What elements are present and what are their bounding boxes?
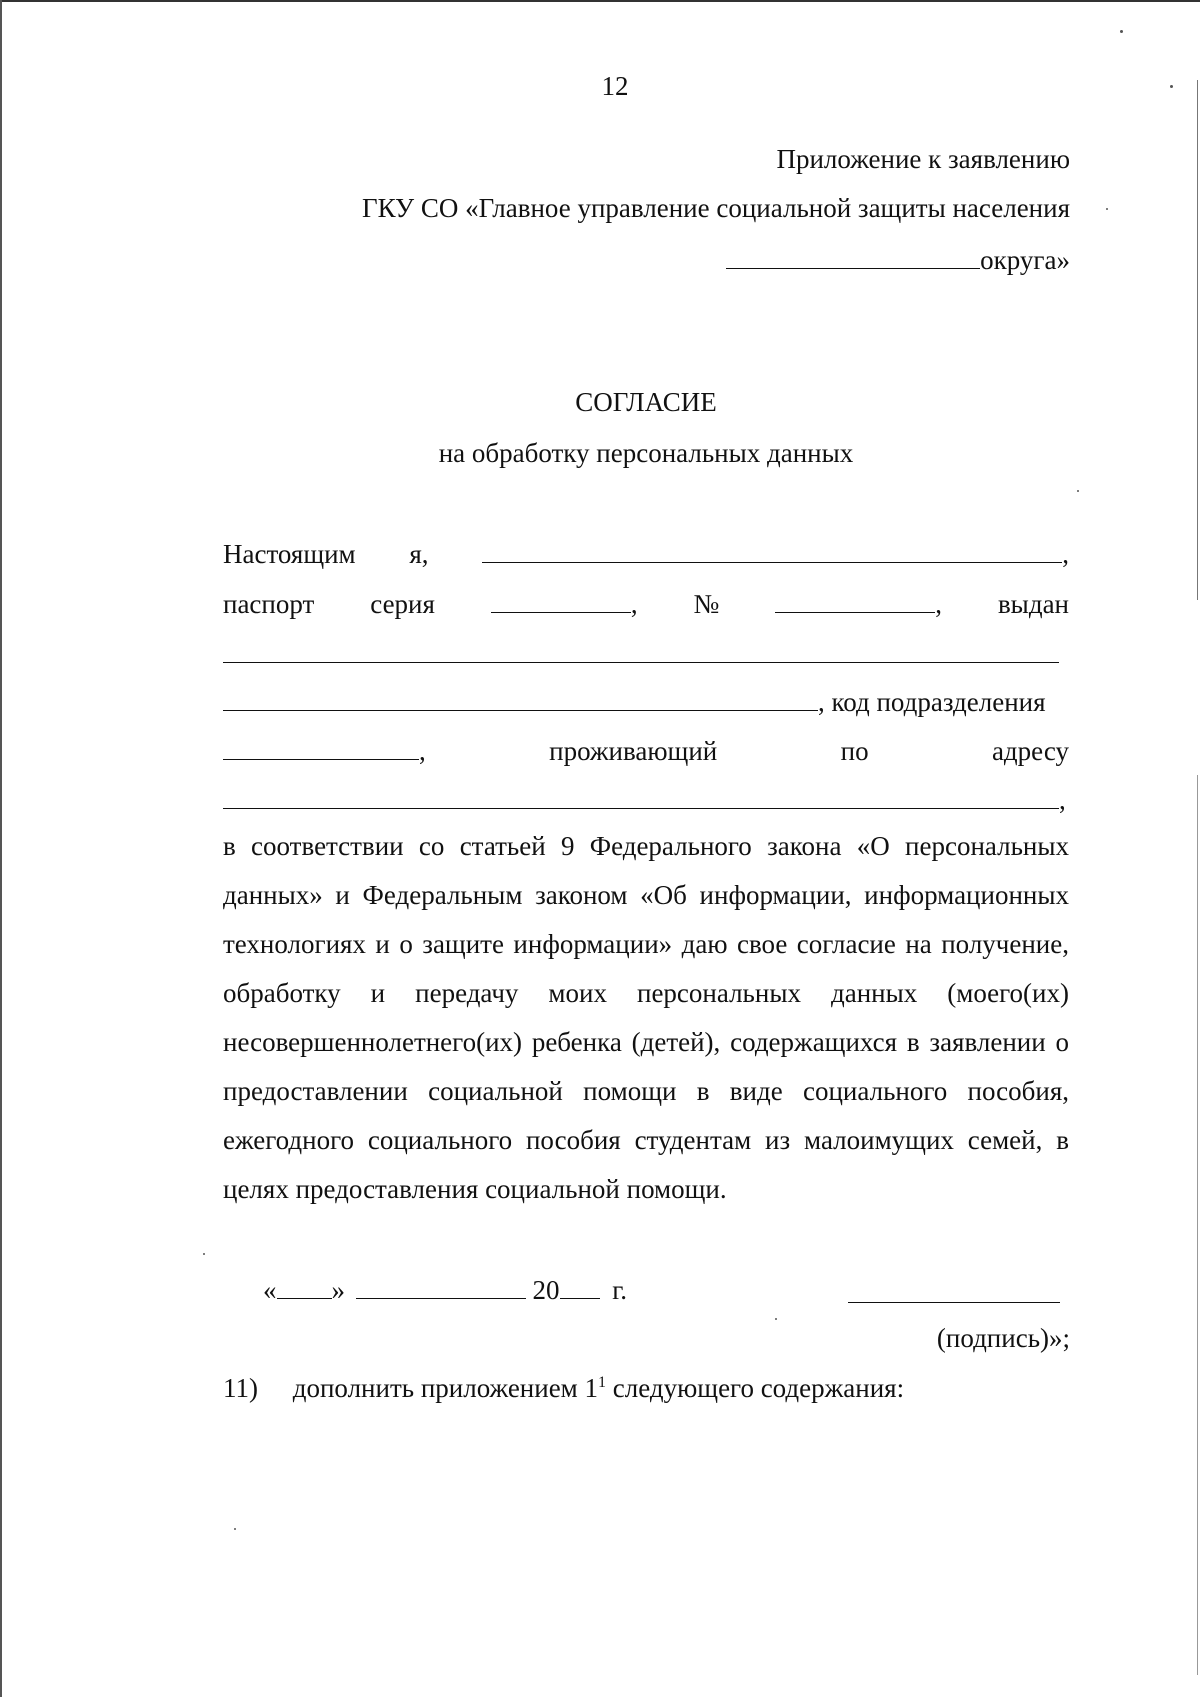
year-suffix: г. xyxy=(612,1275,628,1305)
scan-edge-right xyxy=(1197,80,1198,600)
label-i: я, xyxy=(409,539,429,569)
label-division-code: , код подразделения xyxy=(818,687,1046,717)
label-hereby: Настоящим xyxy=(223,539,356,569)
series-field xyxy=(491,586,638,620)
document-title: СОГЛАСИЕ xyxy=(575,387,717,417)
label-at: по xyxy=(840,736,869,766)
form-row-division-code xyxy=(223,684,1046,718)
close-quote: » xyxy=(331,1275,345,1305)
year-blank xyxy=(560,1272,600,1299)
address-blank xyxy=(223,782,1059,809)
scan-speck xyxy=(1120,30,1123,33)
issued-by-blank-2 xyxy=(223,684,818,711)
day-blank xyxy=(277,1272,332,1299)
district-line xyxy=(726,242,1070,276)
label-issued: выдан xyxy=(997,589,1069,619)
district-blank xyxy=(726,242,980,269)
item-text-after: следующего содержания: xyxy=(606,1373,905,1403)
division-code-blank xyxy=(223,733,419,760)
item-superscript: 1 xyxy=(598,1374,607,1391)
number-blank xyxy=(775,586,935,613)
number-field xyxy=(775,586,942,620)
scan-edge-top xyxy=(0,0,1200,2)
district-suffix: округа» xyxy=(980,245,1070,275)
label-address: адресу xyxy=(991,736,1069,766)
comma: , xyxy=(419,736,426,766)
page-number: 12 xyxy=(601,71,629,101)
form-row-name xyxy=(223,536,1069,570)
label-series: серия xyxy=(370,589,435,619)
label-passport: паспорт xyxy=(223,589,315,619)
scan-edge-left xyxy=(0,0,2,1697)
scan-speck xyxy=(234,1528,236,1530)
item-text xyxy=(293,1373,904,1403)
document-subtitle: на обработку персональных данных xyxy=(438,438,854,468)
division-code-field xyxy=(223,733,426,767)
list-item-11 xyxy=(223,1372,904,1404)
month-blank xyxy=(356,1272,526,1299)
signature-blank xyxy=(848,1302,1060,1303)
scan-edge-right-lower xyxy=(1197,775,1198,1675)
agency-name: ГКУ СО «Главное управление социальной защиты населения xyxy=(361,193,1070,223)
series-blank xyxy=(491,586,631,613)
name-field xyxy=(482,536,1069,570)
date-line xyxy=(263,1272,627,1306)
scan-speck xyxy=(1077,490,1079,492)
comma: , xyxy=(1062,539,1069,569)
consent-body-text: в соответствии со статьей 9 Федерального закона «О персональных данных» и Федеральным законом «Об информации, информационных технологиях и о защите информации» даю свое согласие на получение, обработку и передачу моих персональных данных (моего(их) несовершеннолетнего(их) ребенка (детей), содержащихся в заявлении о предоставлении социальной помощи в виде социального пособия, ежегодного социального пособия студентам из малоимущих семей, в целях предоставления социальной помощи. xyxy=(223,831,1069,1204)
label-number-sign: № xyxy=(693,589,720,619)
scan-speck xyxy=(203,1253,205,1255)
appendix-label: Приложение к заявлению xyxy=(776,144,1070,174)
issued-by-blank xyxy=(223,662,1059,663)
year-prefix: 20 xyxy=(532,1275,560,1305)
name-blank xyxy=(482,536,1062,563)
scan-speck xyxy=(775,1318,777,1320)
form-row-address xyxy=(223,733,1069,767)
address-line xyxy=(223,782,1066,816)
form-row-passport xyxy=(223,586,1069,620)
open-quote: « xyxy=(263,1275,277,1305)
signature-label: (подпись)»; xyxy=(936,1323,1070,1353)
comma: , xyxy=(935,589,942,619)
label-residing: проживающий xyxy=(549,736,718,766)
item-number: 11) xyxy=(223,1373,258,1403)
comma: , xyxy=(1059,785,1066,815)
scan-speck xyxy=(1106,208,1108,210)
comma: , xyxy=(630,589,638,619)
item-text-main: дополнить приложением 1 xyxy=(292,1373,599,1403)
